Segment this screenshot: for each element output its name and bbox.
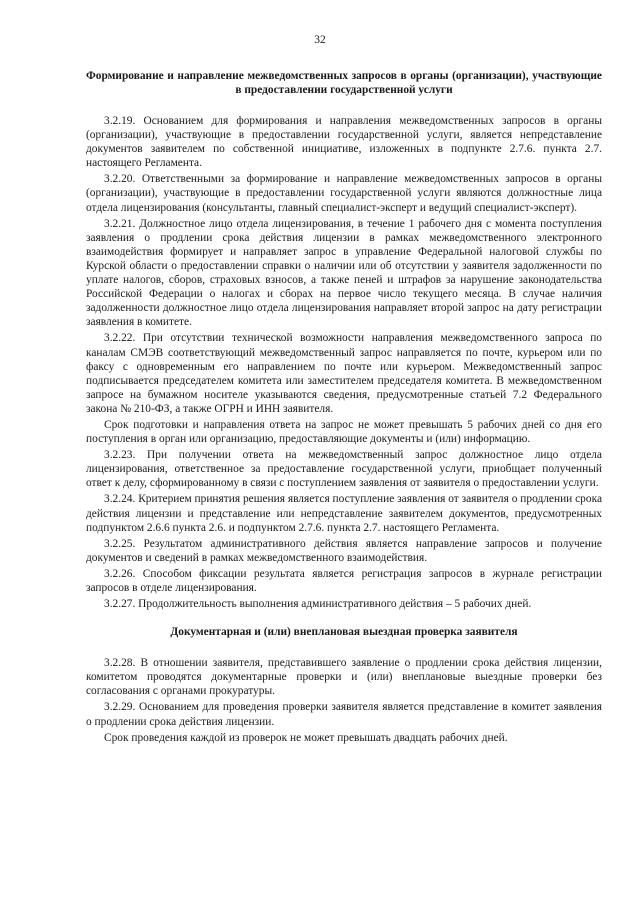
paragraph-response-deadline: Срок подготовки и направления ответа на запрос не может превышать 5 рабочих дней со дня его поступления в орган или организацию, предоставляющие документы и (или) информацию. <box>86 418 602 446</box>
paragraph-3-2-22: 3.2.22. При отсутствии технической возможности направления межведомственного запроса по каналам СМЭВ соответствующий межведомственный запрос направляется по почте, курьером или по факсу с одновременным его направлением по почте или курьером. Межведомственный запрос подписывается председателем комитета или заместителем председателя комитета. В межведомственном запросе на бумажном носителе указываются сведения, предусмотренные статьей 7.2 Федерального закона № 210-ФЗ, а также ОГРН и ИНН заявителя. <box>86 332 602 415</box>
paragraph-3-2-21: 3.2.21. Должностное лицо отдела лицензирования, в течение 1 рабочего дня с момента поступления заявления о продлении срока действия лицензии в рамках межведомственного электронного взаимодействия формирует и направляет запрос в управление Федеральной налоговой службы по Курской области о предоставлении справки о наличии или об отсутствии у заявителя задолженности по уплате налогов, сборов, страховых взносов, а также пеней и штрафов за нарушение законодательства Российской Федерации о налогах и сборах на первое число текущего месяца. В случае наличия задолженности должностное лицо отдела лицензирования направляет второй запрос на дату регистрации заявления в комитете. <box>86 217 602 329</box>
paragraph-3-2-24: 3.2.24. Критерием принятия решения является поступление заявления от заявителя о продлении срока действия лицензии и представление или непредставление заявителем документов, предусмотренных подпунктом 2.6.6 пункта 2.6. и подпунктом 2.7.6. пункта 2.7. настоящего Регламента. <box>86 493 602 534</box>
paragraph-3-2-29: 3.2.29. Основанием для проведения проверки заявителя является представление в комитет заявления о продлении срока действия лицензии. <box>86 701 602 728</box>
paragraph-3-2-28: 3.2.28. В отношении заявителя, представившего заявление о продлении срока действия лицензии, комитетом проводятся документарные проверки и (или) внеплановые выездные проверки без согласования с органами прокуратуры. <box>86 657 602 698</box>
paragraph-3-2-26: 3.2.26. Способом фиксации результата является регистрация запросов в журнале регистрации запросов в отделе лицензирования. <box>86 567 602 594</box>
paragraph-inspection-deadline: Срок проведения каждой из проверок не может превышать двадцать рабочих дней. <box>104 731 508 744</box>
paragraph-3-2-19: 3.2.19. Основанием для формирования и направления межведомственных запросов в органы (организации), участвующие в предоставлении государственной услуги, является непредставление документов заявителем по собственной инициативе, изложенных в подпункте 2.7.6. пункта 2.7. настоящего Регламента. <box>86 115 602 170</box>
page-number: 32 <box>314 34 326 46</box>
paragraph-3-2-23: 3.2.23. При получении ответа на межведомственный запрос должностное лицо отдела лицензирования, ответственное за предоставление государственной услуги, приобщает полученный ответ к делу, сформированному в связи с поступлением заявления от заявителя о предоставлении услуги. <box>86 449 602 490</box>
paragraph-3-2-20: 3.2.20. Ответственными за формирование и направление межведомственных запросов в органы (организации), участвующие в предоставлении государственной услуги являются должностные лица отдела лицензирования (консультанты, главный специалист-эксперт и ведущий специалист-эксперт). <box>86 173 602 214</box>
paragraph-3-2-25: 3.2.25. Результатом административного действия является направление запросов и получение документов и сведений в рамках межведомственного взаимодействия. <box>86 537 602 564</box>
section-heading-interagency-requests: Формирование и направление межведомственных запросов в органы (организации), участвующие в предоставлении государственной услуги <box>86 70 602 96</box>
paragraph-3-2-27: 3.2.27. Продолжительность выполнения административного действия – 5 рабочих дней. <box>104 598 532 611</box>
section-heading-applicant-inspection: Документарная и (или) внеплановая выездная проверка заявителя <box>170 626 518 639</box>
